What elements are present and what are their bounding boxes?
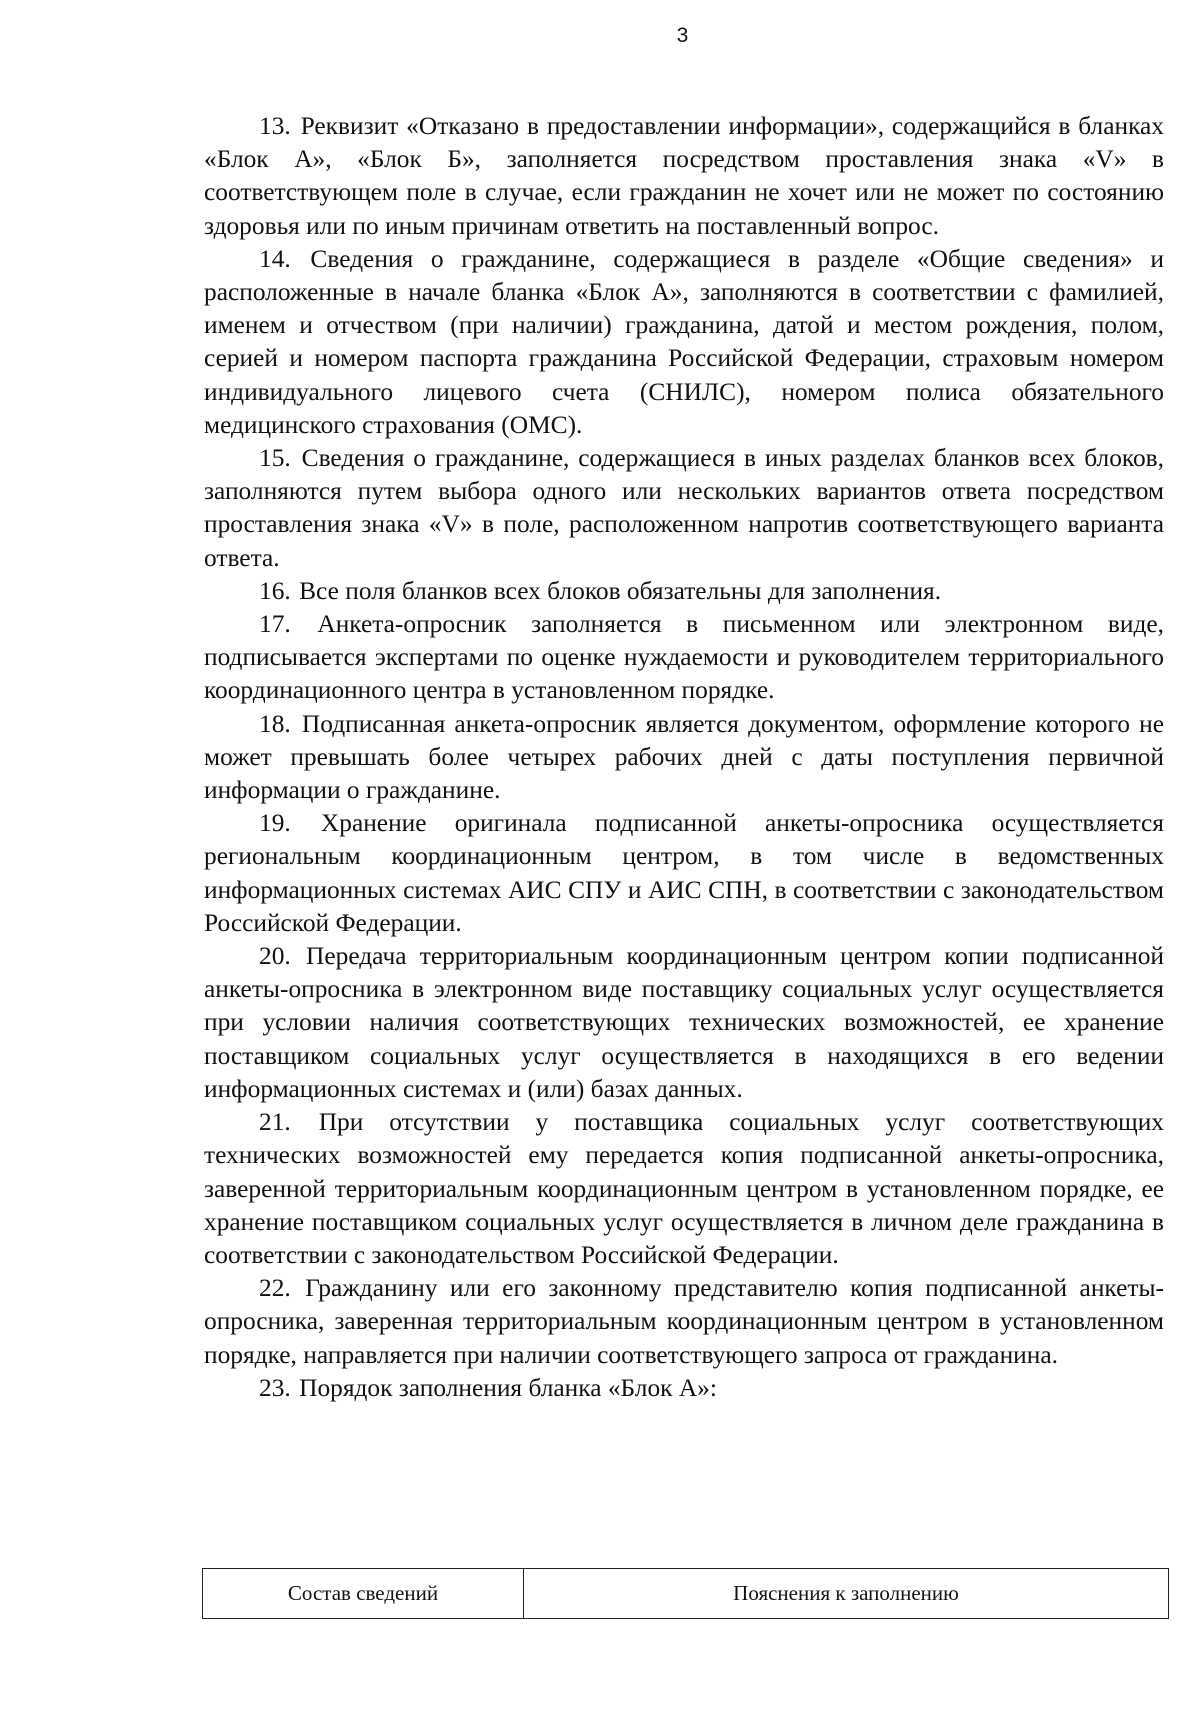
paragraph-text: При отсутствии у поставщика социальных услуг соответствующих технических возможностей ему передается копия подписанной анкеты-опросника, заверенной территориальным координационным центром в установленном порядке, ее хранение поставщиком социальных услуг осуществляется в личном деле гражданина в соответствии с законодательством Российской Федерации.: [204, 1108, 1164, 1269]
paragraph-number: 21.: [259, 1108, 291, 1137]
paragraph-20: [204, 940, 1164, 1106]
paragraph-text: Гражданину или его законному представителю копия подписанной анкеты-опросника, заверенная территориальным координационным центром в установленном порядке, направляется при наличии соответствующего запроса от гражданина.: [204, 1274, 1164, 1369]
paragraph-number: 18.: [259, 709, 291, 738]
paragraph-18: [204, 708, 1164, 808]
paragraph-text: Анкета-опросник заполняется в письменном или электронном виде, подписывается экспертами по оценке нуждаемости и руководителем территориального координационного центра в установленном порядке.: [204, 610, 1164, 705]
paragraph-19: [204, 807, 1164, 940]
paragraph-16: [204, 575, 1164, 608]
paragraph-number: 17.: [259, 610, 291, 639]
paragraph-text: Реквизит «Отказано в предоставлении информации», содержащийся в бланках «Блок А», «Блок Б», заполняется посредством проставления знака «V» в соответствующем поле в случае, если гражданин не хочет или не может по состоянию здоровья или по иным причинам ответить на поставленный вопрос.: [204, 112, 1164, 240]
paragraph-text: Сведения о гражданине, содержащиеся в разделе «Общие сведения» и расположенные в начале бланка «Блок А», заполняются в соответствии с фамилией, именем и отчеством (при наличии) гражданина, датой и местом рождения, полом, серией и номером паспорта гражданина Российской Федерации, страховым номером индивидуального лицевого счета (СНИЛС), номером полиса обязательного медицинского страхования (ОМС).: [204, 244, 1164, 439]
paragraph-text: Хранение оригинала подписанной анкеты-опросника осуществляется региональным координационным центром, в том числе в ведомственных информационных системах АИС СПУ и АИС СПН, в соответствии с законодательством Российской Федерации.: [204, 809, 1164, 937]
paragraph-15: [204, 442, 1164, 575]
paragraph-number: 15.: [259, 444, 291, 473]
table-header-explanations: Пояснения к заполнению: [733, 1581, 959, 1605]
paragraph-number: 13.: [259, 112, 291, 140]
paragraph-number: 14.: [259, 244, 291, 273]
paragraph-text: Подписанная анкета-опросник является документом, оформление которого не может превышать более четырех рабочих дней с даты поступления первичной информации о гражданине.: [204, 709, 1164, 805]
paragraph-text: Порядок заполнения бланка «Блок А»:: [299, 1373, 717, 1402]
paragraph-17: [204, 608, 1164, 708]
paragraph-number: 19.: [259, 809, 291, 838]
paragraph-13: [204, 110, 1164, 243]
paragraph-14: [204, 243, 1164, 442]
document-body: [204, 110, 1164, 1405]
paragraph-text: Сведения о гражданине, содержащиеся в иных разделах бланков всех блоков, заполняются путем выбора одного или нескольких вариантов ответа посредством проставления знака «V» в поле, расположенном напротив соответствующего варианта ответа.: [204, 444, 1164, 572]
paragraph-number: 22.: [259, 1274, 291, 1303]
paragraph-number: 20.: [259, 942, 291, 971]
fill-order-table: [202, 1568, 1169, 1619]
paragraph-text: Передача территориальным координационным центром копии подписанной анкеты-опросника в электронном виде поставщику социальных услуг осуществляется при условии наличия соответствующих технических возможностей, ее хранение поставщиком социальных услуг осуществляется в находящихся в его ведении информационных системах и (или) базах данных.: [204, 942, 1164, 1103]
paragraph-text: Все поля бланков всех блоков обязательны для заполнения.: [299, 576, 942, 605]
page-number: 3: [676, 24, 689, 47]
paragraph-21: [204, 1106, 1164, 1272]
paragraph-number: 23.: [259, 1373, 291, 1402]
paragraph-23: [204, 1372, 1164, 1405]
paragraph-22: [204, 1272, 1164, 1372]
table-header-contents: Состав сведений: [203, 1569, 524, 1618]
paragraph-number: 16.: [259, 576, 291, 605]
